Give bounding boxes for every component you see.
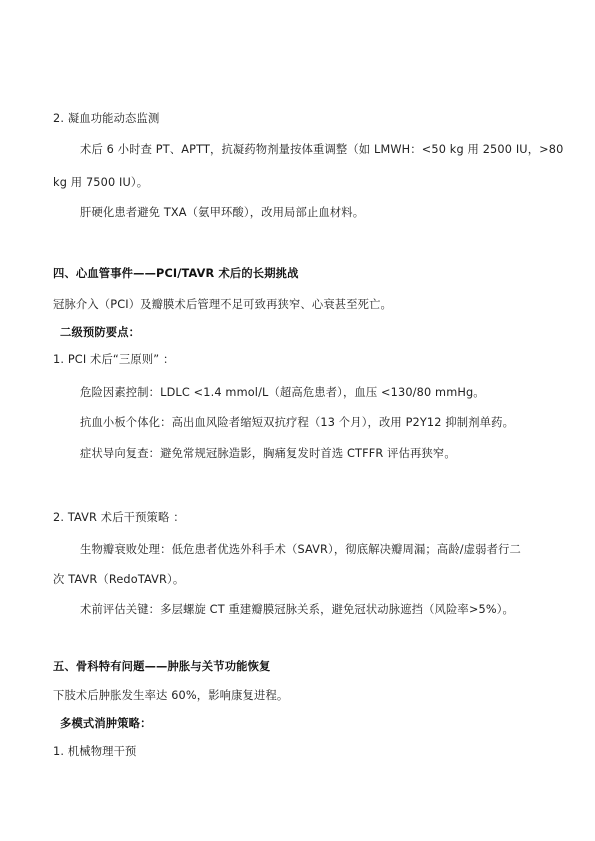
list-point: 生物瓣衰败处理：低危患者优选外科手术（SAVR），彻底解决瓣周漏；高龄/虚弱者行二: [80, 543, 521, 556]
list-item-title: 1. 机械物理干预: [53, 745, 137, 758]
paragraph-line: 术后 6 小时查 PT、APTT，抗凝药物剂量按体重调整（如 LMWH：<50 kg 用 2500 IU，>80: [80, 143, 564, 156]
section-heading-cardiovascular: 四、心血管事件——PCI/TAVR 术后的长期挑战: [53, 267, 299, 280]
section-intro: 冠脉介入（PCI）及瓣膜术后管理不足可致再狭窄、心衰甚至死亡。: [53, 298, 392, 311]
paragraph-line: 肝硬化患者避免 TXA（氨甲环酸），改用局部止血材料。: [80, 206, 365, 219]
list-point: 危险因素控制：LDLC <1.4 mmol/L（超高危患者），血压 <130/80 mmHg。: [80, 386, 485, 399]
list-item-title: 2. TAVR 术后干预策略 ：: [53, 511, 185, 524]
subheading-secondary-prevention: 二级预防要点：: [60, 326, 141, 339]
list-point: 次 TAVR（RedoTAVR）。: [53, 573, 185, 586]
list-point: 术前评估关键：多层螺旋 CT 重建瓣膜冠脉关系，避免冠状动脉遮挡（风险率>5%）。: [80, 603, 514, 616]
list-point: 症状导向复查：避免常规冠脉造影，胸痛复发时首选 CTFFR 评估再狭窄。: [80, 447, 456, 460]
list-point: 抗血小板个体化：高出血风险者缩短双抗疗程（13 个月），改用 P2Y12 抑制剂单药。: [80, 416, 515, 429]
section-intro: 下肢术后肿胀发生率达 60%，影响康复进程。: [53, 689, 289, 702]
paragraph-line: kg 用 7500 IU）。: [53, 176, 149, 189]
section-heading-orthopedics: 五、骨科特有问题——肿胀与关节功能恢复: [53, 660, 271, 673]
list-item-title: 1. PCI 术后“三原则” ：: [53, 353, 175, 366]
section-heading-coagulation: 2. 凝血功能动态监测: [53, 112, 160, 125]
subheading-swelling-strategy: 多模式消肿策略：: [60, 717, 152, 730]
